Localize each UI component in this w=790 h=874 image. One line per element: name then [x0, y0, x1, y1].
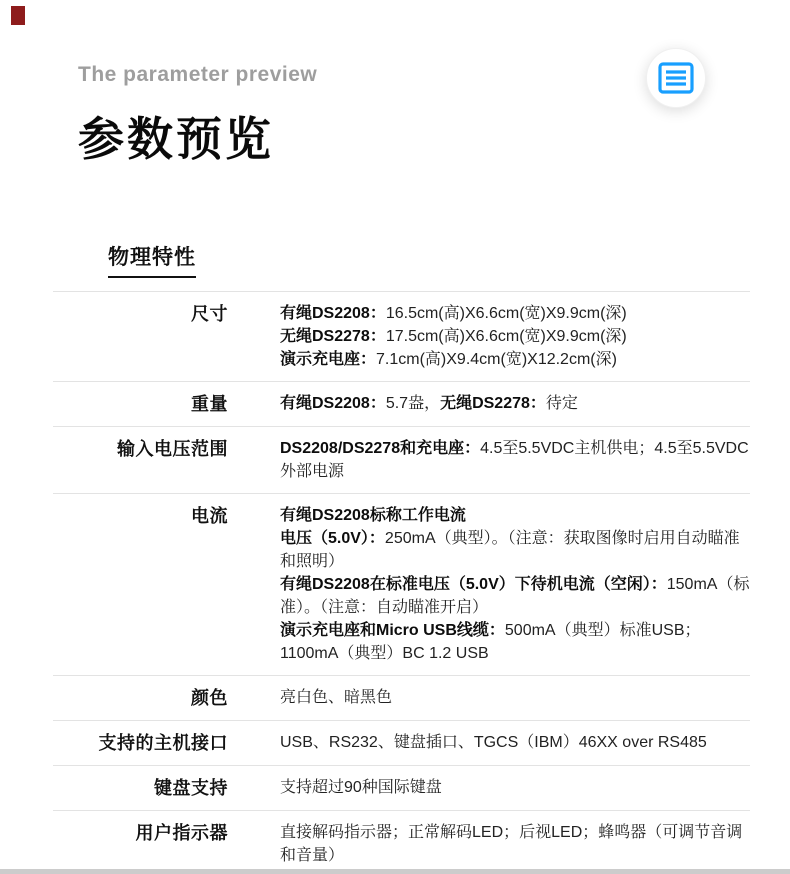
spec-row-value [280, 437, 750, 483]
spec-value-line [280, 686, 750, 709]
spec-table [53, 241, 750, 874]
spec-value-text: 500mA（典型）标准USB；1100mA（典型）BC 1.2 USB [280, 622, 701, 662]
spec-value-key: 有绳DS2208在标准电压（5.0V）下待机电流（空闲）： [280, 576, 667, 593]
spec-row [53, 381, 750, 426]
spec-value-text: 7.1cm(高)X9.4cm(宽)X12.2cm(深) [376, 351, 617, 368]
spec-value-text: 16.5cm(高)X6.6cm(宽)X9.9cm(深) [385, 305, 627, 322]
spec-value-key: 演示充电座和Micro USB线缆： [280, 622, 505, 639]
bottom-section-divider [0, 869, 790, 874]
spec-row-label: 输入电压范围 [117, 439, 228, 459]
spec-value-line [280, 504, 750, 527]
spec-row-value [280, 686, 750, 710]
spec-row-label: 颜色 [191, 688, 228, 708]
spec-value-text: 支持超过90种国际键盘 [280, 779, 442, 796]
spec-row [53, 675, 750, 720]
spec-value-line [280, 527, 750, 573]
spec-value-line [280, 619, 750, 665]
spec-value-key: 电压（5.0V）： [280, 530, 385, 547]
spec-value-text: 17.5cm(高)X6.6cm(宽)X9.9cm(深) [385, 328, 627, 345]
section-header-physical [108, 241, 750, 278]
spec-value-key: 有绳DS2208： [280, 305, 386, 322]
spec-value-line [280, 776, 750, 799]
spec-value-key: 无绳DS2278： [280, 328, 386, 345]
spec-table-rows [53, 291, 750, 874]
spec-row-value [280, 504, 750, 665]
spec-value-key: 有绳DS2208标称工作电流 [280, 507, 466, 524]
document-list-icon [658, 62, 694, 94]
spec-value-line [280, 573, 750, 619]
spec-value-key: DS2208/DS2278和充电座： [280, 440, 481, 457]
spec-row-value [280, 776, 750, 800]
spec-value-text: 150mA（标准）。（注意：自动瞄准开启） [280, 576, 750, 616]
spec-row-label: 尺寸 [191, 304, 228, 324]
spec-value-line [280, 731, 750, 754]
spec-row-label: 重量 [191, 394, 228, 414]
spec-value-text: 亮白色、暗黑色 [280, 689, 393, 706]
spec-row [53, 426, 750, 493]
spec-row-value [280, 392, 750, 416]
spec-row-label: 电流 [191, 506, 228, 526]
spec-row [53, 810, 750, 874]
spec-row [53, 493, 750, 675]
page-title: 参数预览 [78, 113, 274, 165]
spec-row [53, 720, 750, 765]
spec-value-line [280, 325, 750, 348]
spec-value-text: 直接解码指示器；正常解码LED；后视LED；蜂鸣器（可调节音调和音量） [280, 824, 743, 864]
spec-value-line [280, 302, 750, 325]
spec-value-line [280, 821, 750, 867]
page-subtitle: The parameter preview [78, 63, 318, 86]
spec-value-text: 4.5至5.5VDC主机供电；4.5至5.5VDC外部电源 [280, 440, 749, 480]
spec-value-key: 演示充电座： [280, 351, 377, 368]
spec-value-text: USB、RS232、键盘插口、TGCS（IBM）46XX over RS485 [280, 734, 707, 751]
spec-value-line [280, 392, 750, 415]
spec-row-label: 键盘支持 [154, 778, 228, 798]
spec-row [53, 765, 750, 810]
spec-row-label: 用户指示器 [135, 823, 228, 843]
spec-value-text: 5.7盎， [385, 395, 441, 412]
section-header-text: 物理特性 [108, 241, 196, 278]
spec-row [53, 291, 750, 381]
corner-marker [11, 6, 25, 25]
spec-row-label: 支持的主机接口 [98, 733, 228, 753]
spec-value-line [280, 348, 750, 371]
spec-row-value [280, 731, 750, 755]
spec-value-line [280, 437, 750, 483]
spec-value-text: 250mA（典型）。（注意：获取图像时启用自动瞄准和照明） [280, 530, 740, 570]
spec-value-key: 有绳DS2208： [280, 395, 386, 412]
menu-circle-button[interactable] [646, 48, 706, 108]
spec-row-value [280, 821, 750, 867]
spec-value-key: 无绳DS2278： [440, 395, 546, 412]
spec-row-value [280, 302, 750, 371]
spec-value-text: 待定 [545, 395, 578, 412]
